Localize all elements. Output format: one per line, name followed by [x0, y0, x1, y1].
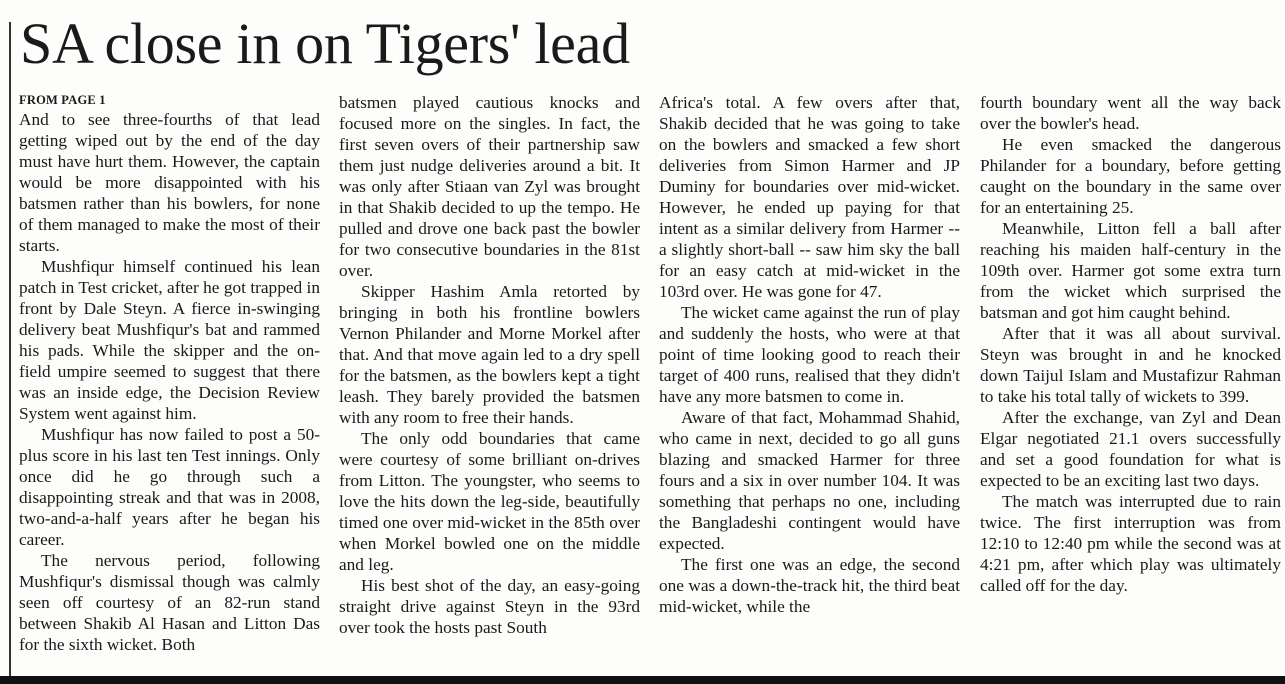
left-column-rule: [9, 22, 11, 684]
article-column-2: [339, 92, 640, 676]
paragraph: After that it was all about survival. Steyn was brought in and he knocked down Taijul Islam and Mustafizur Rahman to take his total tally of wickets to 399.: [980, 324, 1281, 406]
paragraph: fourth boundary went all the way back over the bowler's head.: [980, 93, 1281, 133]
paragraph: Aware of that fact, Mohammad Shahid, who came in next, decided to go all guns blazing and smacked Harmer for three fours and a six in over number 104. It was something that perhaps no one, including the Bangladeshi contingent would have expected.: [659, 408, 960, 553]
page-bottom-edge: [0, 676, 1285, 684]
article-column-1: [19, 92, 320, 676]
paragraph: He even smacked the dangerous Philander for a boundary, before getting caught on the boundary in the same over for an entertaining 25.: [980, 135, 1281, 217]
paragraph: And to see three-fourths of that lead getting wiped out by the end of the day must have hurt them. However, the captain would be more disappointed with his batsmen rather than his bowlers, for none of them managed to make the most of their starts.: [19, 110, 320, 255]
paragraph: Mushfiqur has now failed to post a 50-plus score in his last ten Test innings. Only once did he go through such a disappointing streak and that was in 2008, two-and-a-half years after he began his career.: [19, 425, 320, 549]
paragraph: The wicket came against the run of play and suddenly the hosts, who were at that point of time looking good to reach their target of 400 runs, realised that they didn't have any more batsmen to come in.: [659, 303, 960, 406]
article-column-4: [980, 92, 1281, 676]
paragraph: Africa's total. A few overs after that, Shakib decided that he was going to take on the bowlers and smacked a few short deliveries from Simon Harmer and JP Duminy for boundaries over mid-wicket. However, he ended up paying for that intent as a similar delivery from Harmer -- a slightly short-ball -- saw him sky the ball for an easy catch at mid-wicket in the 103rd over. He was gone for 47.: [659, 93, 960, 301]
paragraph: Meanwhile, Litton fell a ball after reaching his maiden half-century in the 109th over. Harmer got some extra turn from the wicket which surprised the batsman and got him caught behind.: [980, 219, 1281, 322]
paragraph: After the exchange, van Zyl and Dean Elgar negotiated 21.1 overs successfully and set a good foundation for what is expected to be an exciting last two days.: [980, 408, 1281, 490]
from-page-kicker: FROM PAGE 1: [19, 93, 106, 107]
paragraph: The first one was an edge, the second one was a down-the-track hit, the third beat mid-wicket, while the: [659, 555, 960, 616]
paragraph: Skipper Hashim Amla retorted by bringing in both his frontline bowlers Vernon Philander and Morne Morkel after that. And that move again led to a dry spell for the batsmen, as the bowlers kept a tight leash. They barely provided the batsmen with any room to free their hands.: [339, 282, 640, 427]
paragraph: The only odd boundaries that came were courtesy of some brilliant on-drives from Litton. The youngster, who seems to love the hits down the leg-side, beautifully timed one over mid-wicket in the 85th over when Morkel bowled one on the middle and leg.: [339, 429, 640, 574]
paragraph: The match was interrupted due to rain twice. The first interruption was from 12:10 to 12:40 pm while the second was at 4:21 pm, after which play was ultimately called off for the day.: [980, 492, 1281, 595]
article-column-3: [659, 92, 960, 676]
paragraph: His best shot of the day, an easy-going straight drive against Steyn in the 93rd over took the hosts past South: [339, 576, 640, 637]
headline: SA close in on Tigers' lead: [20, 11, 630, 76]
paragraph: batsmen played cautious knocks and focused more on the singles. In fact, the first seven overs of their partnership saw them just nudge deliveries around a bit. It was only after Stiaan van Zyl was brought in that Shakib decided to up the tempo. He pulled and drove one back past the bowler for two consecutive boundaries in the 81st over.: [339, 93, 640, 280]
paragraph: Mushfiqur himself continued his lean patch in Test cricket, after he got trapped in front by Dale Steyn. A fierce in-swinging delivery beat Mushfiqur's bat and rammed his pads. While the skipper and the on-field umpire seemed to suggest that there was an inside edge, the Decision Review System went against him.: [19, 257, 320, 423]
paragraph: The nervous period, following Mushfiqur's dismissal though was calmly seen off courtesy of an 82-run stand between Shakib Al Hasan and Litton Das for the sixth wicket. Both: [19, 551, 320, 654]
